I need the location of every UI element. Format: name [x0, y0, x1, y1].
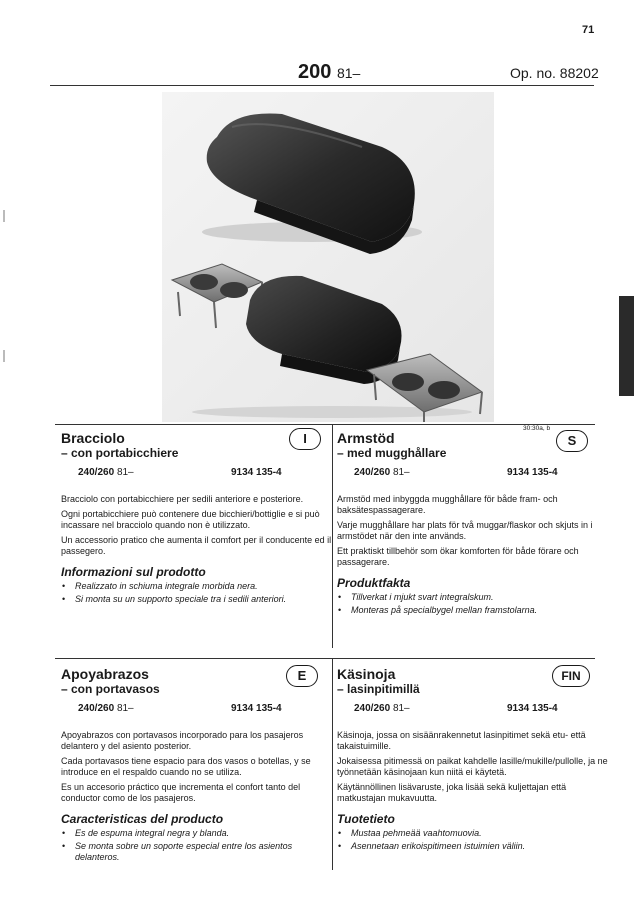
- part-number: 9134 135-4: [231, 467, 282, 478]
- section-swedish: [337, 430, 609, 618]
- section-subtitle: – med mugghållare: [337, 446, 447, 460]
- model-part-row: [78, 467, 333, 480]
- description-paragraph: Bracciolo con portabicchiere per sedili anteriore e posteriore.: [61, 494, 304, 504]
- models: 240/260: [354, 703, 391, 714]
- product-info-heading: Caracteristicas del producto: [61, 812, 224, 826]
- models: 240/260: [354, 467, 391, 478]
- description-paragraph: Un accessorio pratico che aumenta il comfort per il conducente ed il passegero.: [61, 535, 332, 556]
- list-item: • Asennetaan erikoispitimeen istuimien väliin.: [337, 841, 609, 852]
- description-paragraph: Armstöd med inbyggda mugghållare för både fram- och baksätespassagerare.: [337, 494, 558, 515]
- list-item: • Es de espuma integral negra y blanda.: [61, 828, 333, 839]
- description-paragraph: Varje mugghållare har plats för två muggar/flaskor och skjuts in i armstödet när den inte används.: [337, 520, 593, 541]
- language-badge-italian: I: [289, 428, 321, 450]
- language-badge-spanish: E: [286, 665, 318, 687]
- description: [61, 730, 333, 804]
- product-info-list: [337, 828, 609, 852]
- model-number: 200: [298, 61, 332, 83]
- product-info-heading: Produktfakta: [337, 576, 411, 590]
- section-subtitle: – lasinpitimillä: [337, 682, 420, 696]
- margin-mark: [3, 210, 5, 222]
- section-rule-middle: [55, 658, 595, 659]
- photo-reference: 30:30a, b: [523, 425, 551, 432]
- models-year: 81–: [116, 467, 134, 478]
- section-tab: [619, 296, 634, 396]
- section-title: Apoyabrazos: [61, 666, 149, 682]
- description: [61, 494, 333, 557]
- language-badge-finnish: FIN: [552, 665, 590, 687]
- list-item: • Tillverkat i mjukt svart integralskum.: [337, 592, 609, 603]
- section-title: Armstöd: [337, 430, 395, 446]
- model-year: 81–: [336, 65, 361, 81]
- description-paragraph: Es un accesorio práctico que incrementa el confort tanto del conductor como de los pasajeros.: [61, 782, 301, 803]
- part-number: 9134 135-4: [507, 703, 558, 714]
- list-item: • Si monta su un supporto speciale tra i sedili anteriori.: [61, 594, 333, 605]
- operation-number: Op. no. 88202: [510, 65, 599, 81]
- product-info-list: [337, 592, 609, 616]
- list-item: • Se monta sobre un soporte especial entre los asientos delanteros.: [61, 841, 333, 863]
- model-part-row: [354, 703, 609, 716]
- part-number: 9134 135-4: [507, 467, 558, 478]
- section-subtitle: – con portavasos: [61, 682, 160, 696]
- description-paragraph: Cada portavasos tiene espacio para dos vasos o botellas, y se introduce en el respaldo cuando no se utiliza.: [61, 756, 311, 777]
- section-title: Käsinoja: [337, 666, 396, 682]
- models-year: 81–: [392, 467, 410, 478]
- list-item: • Mustaa pehmeää vaahtomuovia.: [337, 828, 609, 839]
- section-rule-top: [55, 424, 595, 425]
- armrest-illustration: [162, 92, 494, 422]
- model-part-row: [354, 467, 609, 480]
- list-item: • Monteras på specialbygel mellan framstolarna.: [337, 605, 609, 616]
- description-paragraph: Käsinoja, jossa on sisäänrakennetut lasinpitimet sekä etu- että takaistuimille.: [337, 730, 586, 751]
- language-badge-swedish: S: [556, 430, 588, 452]
- description: [337, 494, 609, 568]
- product-info-heading: Informazioni sul prodotto: [61, 565, 206, 579]
- description-paragraph: Jokaisessa pitimessä on paikat kahdelle lasille/mukille/pullolle, ja ne työnnetään käsinojaan kun niitä ei käytetä.: [337, 756, 608, 777]
- section-subtitle: – con portabicchiere: [61, 446, 179, 460]
- section-finnish: [337, 666, 609, 854]
- margin-mark: [3, 350, 5, 362]
- models-year: 81–: [392, 703, 410, 714]
- product-info-list: [61, 581, 333, 605]
- description-paragraph: Ogni portabicchiere può contenere due bicchieri/bottiglie e si può incassare nel bracciolo quando non è utilizzato.: [61, 509, 320, 530]
- description: [337, 730, 609, 804]
- header-rule: [50, 85, 594, 86]
- list-item: • Realizzato in schiuma integrale morbida nera.: [61, 581, 333, 592]
- product-info-heading: Tuotetieto: [337, 812, 395, 826]
- section-spanish: [61, 666, 333, 865]
- section-italian: [61, 430, 333, 607]
- section-title: Bracciolo: [61, 430, 125, 446]
- models-year: 81–: [116, 703, 134, 714]
- product-photo: [162, 92, 494, 422]
- part-number: 9134 135-4: [231, 703, 282, 714]
- page-number: 71: [582, 24, 595, 36]
- model-part-row: [78, 703, 333, 716]
- model-heading: [298, 61, 360, 84]
- description-paragraph: Apoyabrazos con portavasos incorporado para los pasajeros delantero y del asiento posterior.: [61, 730, 304, 751]
- description-paragraph: Käytännöllinen lisävaruste, joka lisää sekä kuljettajan että matkustajan mukavuutta.: [337, 782, 567, 803]
- product-info-list: [61, 828, 333, 863]
- models: 240/260: [78, 467, 115, 478]
- description-paragraph: Ett praktiskt tillbehör som ökar komforten för både förare och passagerare.: [337, 546, 579, 567]
- models: 240/260: [78, 703, 115, 714]
